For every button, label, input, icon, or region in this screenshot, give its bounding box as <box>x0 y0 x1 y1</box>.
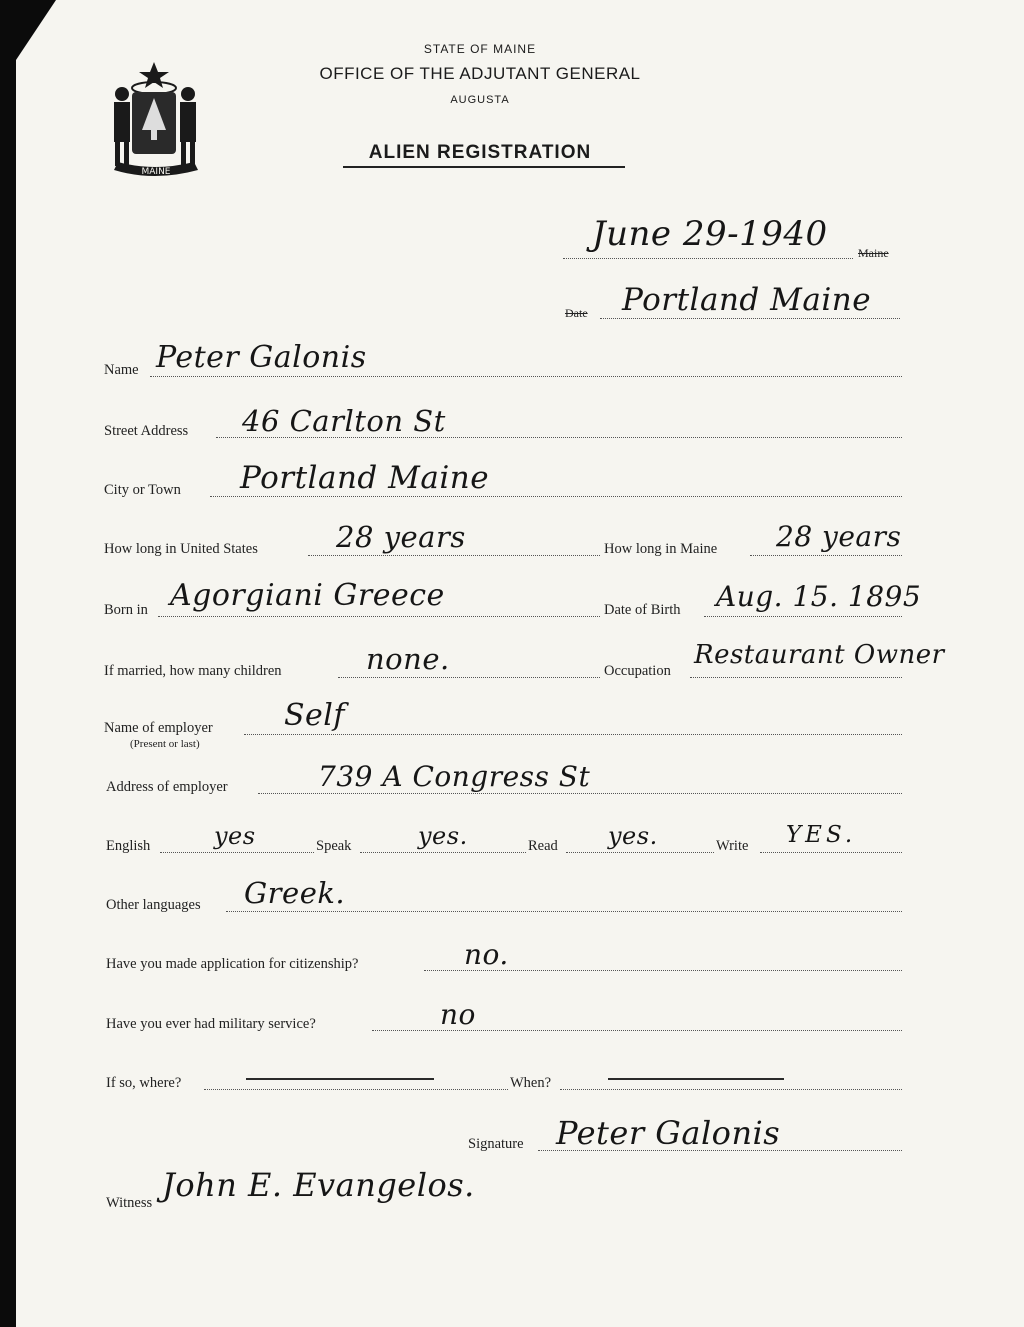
name-value: Peter Galonis <box>156 340 367 375</box>
dob-line <box>704 616 902 617</box>
maine-duration-label: How long in Maine <box>604 541 718 557</box>
born-label: Born in <box>104 602 148 618</box>
occupation-label: Occupation <box>604 663 671 679</box>
office-heading: OFFICE OF THE ADJUTANT GENERAL <box>319 64 641 83</box>
form-title: ALIEN REGISTRATION <box>368 142 592 163</box>
born-line <box>158 616 600 617</box>
speak-value: yes. <box>418 822 468 850</box>
dob-label: Date of Birth <box>604 602 681 618</box>
speak-label: Speak <box>316 838 352 854</box>
date-line <box>563 258 853 259</box>
us-duration-value: 28 years <box>336 520 466 554</box>
citizenship-value: no. <box>464 938 509 971</box>
when-label: When? <box>510 1075 552 1091</box>
children-line <box>338 677 600 678</box>
city-value: Portland Maine <box>240 460 490 496</box>
read-value: yes. <box>608 822 658 850</box>
maine-state-seal-icon <box>102 58 212 184</box>
military-value: no <box>440 998 476 1031</box>
occupation-line <box>690 677 902 678</box>
where-dash-mark <box>246 1078 434 1080</box>
where-label: If so, where? <box>106 1075 182 1091</box>
maine-duration-line <box>750 555 902 556</box>
military-label: Have you ever had military service? <box>106 1016 316 1032</box>
children-label: If married, how many children <box>104 663 282 679</box>
employer-sublabel: (Present or last) <box>130 738 200 750</box>
signature-label: Signature <box>468 1136 524 1152</box>
maine-duration-value: 28 years <box>776 520 902 553</box>
employer-address-label: Address of employer <box>106 779 228 795</box>
printed-date-struck: Date <box>565 306 588 320</box>
employer-label: Name of employer <box>104 720 213 736</box>
seal-banner-text: MAINE <box>141 167 171 177</box>
city-label: City or Town <box>104 482 181 498</box>
state-heading: STATE OF MAINE <box>423 42 537 56</box>
place-value: Portland Maine <box>622 282 872 318</box>
city-line <box>210 496 902 497</box>
write-value: YES. <box>786 822 857 848</box>
read-label: Read <box>528 838 558 854</box>
children-value: none. <box>366 642 450 676</box>
other-languages-line <box>226 911 902 912</box>
city-heading: AUGUSTA <box>450 94 510 106</box>
employer-value: Self <box>284 698 346 733</box>
name-line <box>150 376 902 377</box>
employer-line <box>244 734 902 735</box>
other-languages-value: Greek. <box>244 876 346 910</box>
citizenship-label: Have you made application for citizenship? <box>106 956 359 972</box>
street-value: 46 Carlton St <box>242 404 446 438</box>
us-duration-label: How long in United States <box>104 541 258 557</box>
when-line <box>560 1089 902 1090</box>
place-line <box>600 318 900 319</box>
english-value: yes <box>214 822 256 850</box>
employer-address-line <box>258 793 902 794</box>
dob-value: Aug. 15. 1895 <box>716 580 922 613</box>
title-underline <box>343 166 625 168</box>
name-label: Name <box>104 362 139 378</box>
witness-value: John E. Evangelos. <box>162 1166 475 1204</box>
read-line <box>566 852 714 853</box>
employer-address-value: 739 A Congress St <box>318 760 591 793</box>
write-line <box>760 852 902 853</box>
printed-maine-struck: Maine <box>858 246 889 260</box>
signature-value: Peter Galonis <box>556 1114 781 1152</box>
street-label: Street Address <box>104 423 189 439</box>
witness-label: Witness <box>106 1195 153 1211</box>
where-line <box>204 1089 508 1090</box>
write-label: Write <box>716 838 749 854</box>
english-line <box>160 852 314 853</box>
us-duration-line <box>308 555 600 556</box>
english-label: English <box>106 838 151 854</box>
date-value: June 29-1940 <box>592 214 828 254</box>
other-languages-label: Other languages <box>106 897 201 913</box>
born-value: Agorgiani Greece <box>170 578 445 613</box>
speak-line <box>360 852 526 853</box>
occupation-value: Restaurant Owner <box>694 640 945 670</box>
when-dash-mark <box>608 1078 784 1080</box>
